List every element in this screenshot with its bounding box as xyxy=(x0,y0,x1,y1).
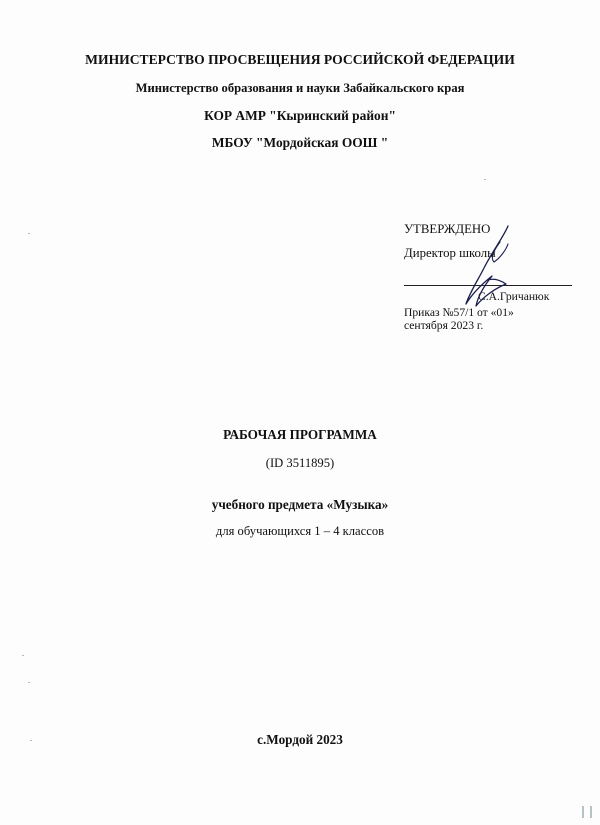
order-line-1: Приказ №57/1 от «01» xyxy=(404,306,514,319)
scan-mark-icon xyxy=(582,806,592,818)
school-name: МБОУ "Мордойская ООШ " xyxy=(211,135,389,150)
program-title: РАБОЧАЯ ПРОГРАММА xyxy=(223,427,377,442)
approval-position: Директор школы xyxy=(404,246,496,260)
scan-speck xyxy=(30,740,32,741)
scan-speck xyxy=(484,179,486,180)
scan-speck xyxy=(28,233,30,234)
approval-status: УТВЕРЖДЕНО xyxy=(404,222,491,236)
ministry-title: МИНИСТЕРСТВО ПРОСВЕЩЕНИЯ РОССИЙСКОЙ ФЕДЕРАЦИИ xyxy=(85,52,515,67)
program-audience: для обучающихся 1 – 4 классов xyxy=(215,524,385,538)
program-id: (ID 3511895) xyxy=(265,456,335,470)
district-name: КОР АМР "Кыринский район" xyxy=(204,108,396,123)
order-line-2: сентября 2023 г. xyxy=(404,319,484,332)
regional-ministry: Министерство образования и науки Забайкальского края xyxy=(135,81,465,95)
signatory-name: С.А.Гричанюк xyxy=(478,290,550,303)
scan-speck xyxy=(22,655,24,656)
program-subject: учебного предмета «Музыка» xyxy=(211,497,389,512)
handwritten-signature xyxy=(448,222,528,312)
place-year: с.Мордой 2023 xyxy=(257,732,343,747)
scan-speck xyxy=(28,682,30,683)
